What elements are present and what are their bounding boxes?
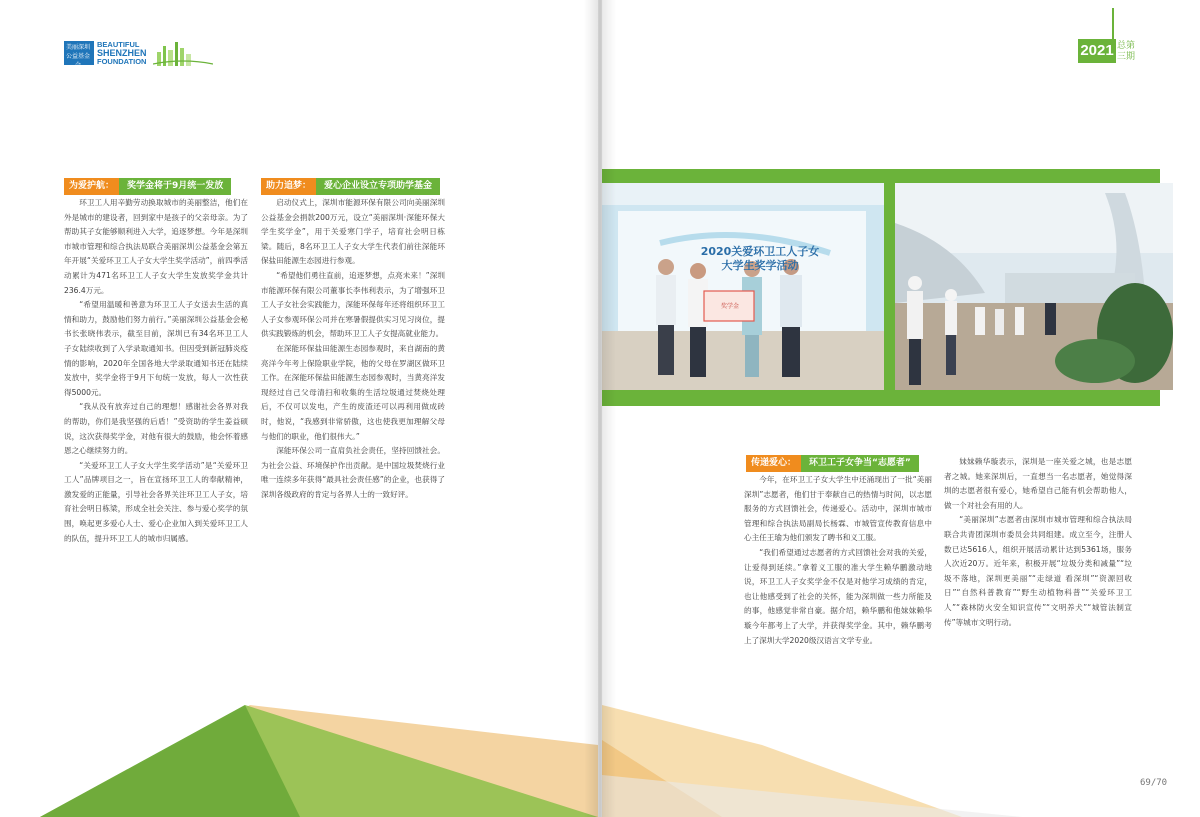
paragraph: 深能环保公司一直肩负社会责任，坚持回馈社会。为社会公益、环境保护作出贡献。是中国垃圾焚烧行业唯一连续多年获得“最具社会责任感”的企业，也获得了深圳各级政府的肯定与各界人士的一致好评。 [261,446,445,499]
logo-en-line2: SHENZHEN [97,47,147,58]
skyline-icon [153,40,213,66]
banner-text [680,245,840,273]
foundation-logo [64,39,213,69]
section-header-3 [746,455,919,472]
paragraph: “关爱环卫工人子女大学生奖学活动”是“关爱环卫工人”品牌项目之一，旨在宣扬环卫工人的奉献精神，激发爱的正能量，引导社会各界关注环卫工人子女，培育社会明日栋梁，形成全社会关注、参与爱心奖学的氛围，唤起更多爱心人士、爱心企业加入到关爱环卫工人的队伍，提升环卫工人的城市归属感。 [64,460,248,543]
section-tag: 传递爱心： [746,455,801,472]
logo-en-line3: FOUNDATION [97,56,147,66]
section-title: 奖学金将于9月统一发放 [119,178,231,195]
section-tag: 助力追梦： [261,178,316,195]
logo-badge [64,41,94,69]
right-page-decoration [602,0,1200,817]
banner-line-2: 大学生奖学活动 [721,259,799,272]
section-header-2 [261,178,440,195]
visit-photo-graphic [895,183,1173,390]
paragraph: 妹妹赖华璇表示，深圳是一座关爱之城，也是志愿者之城。她来深圳后，一直想当一名志愿者，她觉得深圳的志愿者很有爱心，她希望自己能有机会帮助他人，做一个对社会有用的人。 [944,457,1132,510]
paragraph: 今年，在环卫工子女大学生中还涌现出了一批“美丽深圳”志愿者，他们甘于奉献自己的热情与时间，以志愿服务的方式回馈社会，传递爱心。活动中，深圳市城市管理和综合执法局副局长杨霖、市城管宣传教育信息中心主任王瑜为他们颁发了聘书和义工服。 [744,475,932,543]
paragraph: “我们希望通过志愿者的方式回馈社会对我的关爱，让爱得到延续。”拿着义工服的准大学生赖华鹏激动地说，环卫工人子女奖学金不仅是对他学习成绩的肯定，也让他感受到了社会的关怀，能为深圳做一些力所能及的事，他感觉非常自豪。据介绍，赖华鹏和他妹妹赖华璇今年都考上了大学，并获得奖学金。其中，赖华鹏考上了深圳大学2020级汉语言文学专业。 [744,547,932,645]
paragraph: 环卫工人用辛勤劳动换取城市的美丽整洁，他们在外是城市的建设者，回到家中是孩子的父亲母亲。为了帮助其子女能够顺利进入大学，追逐梦想。今年是深圳市城市管理和综合执法局联合美丽深圳公益基金会第五年开展“关爱环卫工人子女大学生奖学活动”，前四季活动累计为471名环卫工人子女大学生发放奖学金共计236.4万元。 [64,198,248,295]
paragraph: “美丽深圳”志愿者由深圳市城市管理和综合执法局联合共青团深圳市委员会共同组建。成立至今，注册人数已达5616人，组织开展活动累计达到5361场，服务人次近20万。近年来，积极开展“垃圾分类和减量”“垃圾不落地，深圳更美丽”“走绿道 看深圳”“资源回收日”“自然科普教育”“野生动植物科普”“关爱环卫工人”“森林防火安全知识宣传”“文明养犬”“城管法制宣传”等城市文明行动。 [944,515,1132,627]
check-label: 奖学金 [720,303,739,310]
article-column-2 [261,196,445,502]
article-column-3 [744,473,932,648]
ceremony-photo [602,183,884,390]
logo-en-line1: BEAUTIFUL [97,39,140,49]
paragraph: “希望用温暖和善意为环卫工人子女送去生活的真情和助力，鼓励他们努力前行。”美丽深圳公益基金会秘书长张晓伟表示，截至目前，深圳已有34名环卫工人子女陆续收到了入学录取通知书。但因受到新冠肺炎疫情的影响，2020年全国各地大学录取通知书还在陆续发放中，奖学金将于9月下旬统一发放，每人一次性获得5000元。 [64,300,248,397]
page-number: 69/70 [1140,778,1168,788]
paragraph: “希望他们勇往直前，追逐梦想，点亮未来！”深圳市能源环保有限公司董事长李伟利表示，为了增强环卫工人子女社会实践能力，深能环保每年还将组织环卫工人子女参观环保公司并在寒暑假提供实习见习岗位，提供实践锻炼的机会，帮助环卫工人子女提高就业能力。 [261,270,445,339]
year-badge: 2021 [1078,39,1116,63]
article-column-4 [944,455,1132,630]
section-title: 环卫工子女争当“志愿者” [801,455,919,472]
banner-line-1: 2020关爱环卫工人子女 [700,245,820,258]
ceremony-photo-graphic [602,183,884,390]
right-page [602,0,1200,817]
logo-cn-text: 美丽深圳公益基金会 [65,44,90,69]
paragraph: 启动仪式上，深圳市能源环保有限公司向美丽深圳公益基金会捐款200万元，设立“美丽深圳·深能环保大学生奖学金”，用于关爱寒门学子，培育社会明日栋梁。随后，8名环卫工人子女大学生代表们前往深能环保盐田能源生态园进行参观。 [261,198,445,266]
section-tag: 为爱护航： [64,178,119,195]
left-page [0,0,598,817]
paragraph: “我从没有放弃过自己的理想！感谢社会各界对我的帮助，你们是我坚强的后盾！”受资助的学生姜益硕说，这次获得奖学金，对他有很大的鼓励，他会怀着感恩之心继续努力的。 [64,402,248,456]
section-title: 爱心企业设立专项助学基金 [316,178,440,195]
article-column-1 [64,196,248,546]
section-header-1 [64,178,231,195]
paragraph: 在深能环保盐田能源生态园参观时，来自湖南的黄亮洋今年考上保险职业学院，他的父母在罗湖区做环卫工作。在深能环保盐田能源生态园参观时，当黄亮洋发现经过自己父母清扫和收集的生活垃圾通过焚烧处理后，不仅可以发电，产生的废渣还可以再利用做成砖时，他说，“我感到非常骄傲，这也使我更加理解父母与他们的职业，他们很伟大。” [261,343,445,441]
logo-en-text [97,41,147,66]
visit-photo [895,183,1173,390]
issue-label: 总第三期 [1117,41,1136,62]
